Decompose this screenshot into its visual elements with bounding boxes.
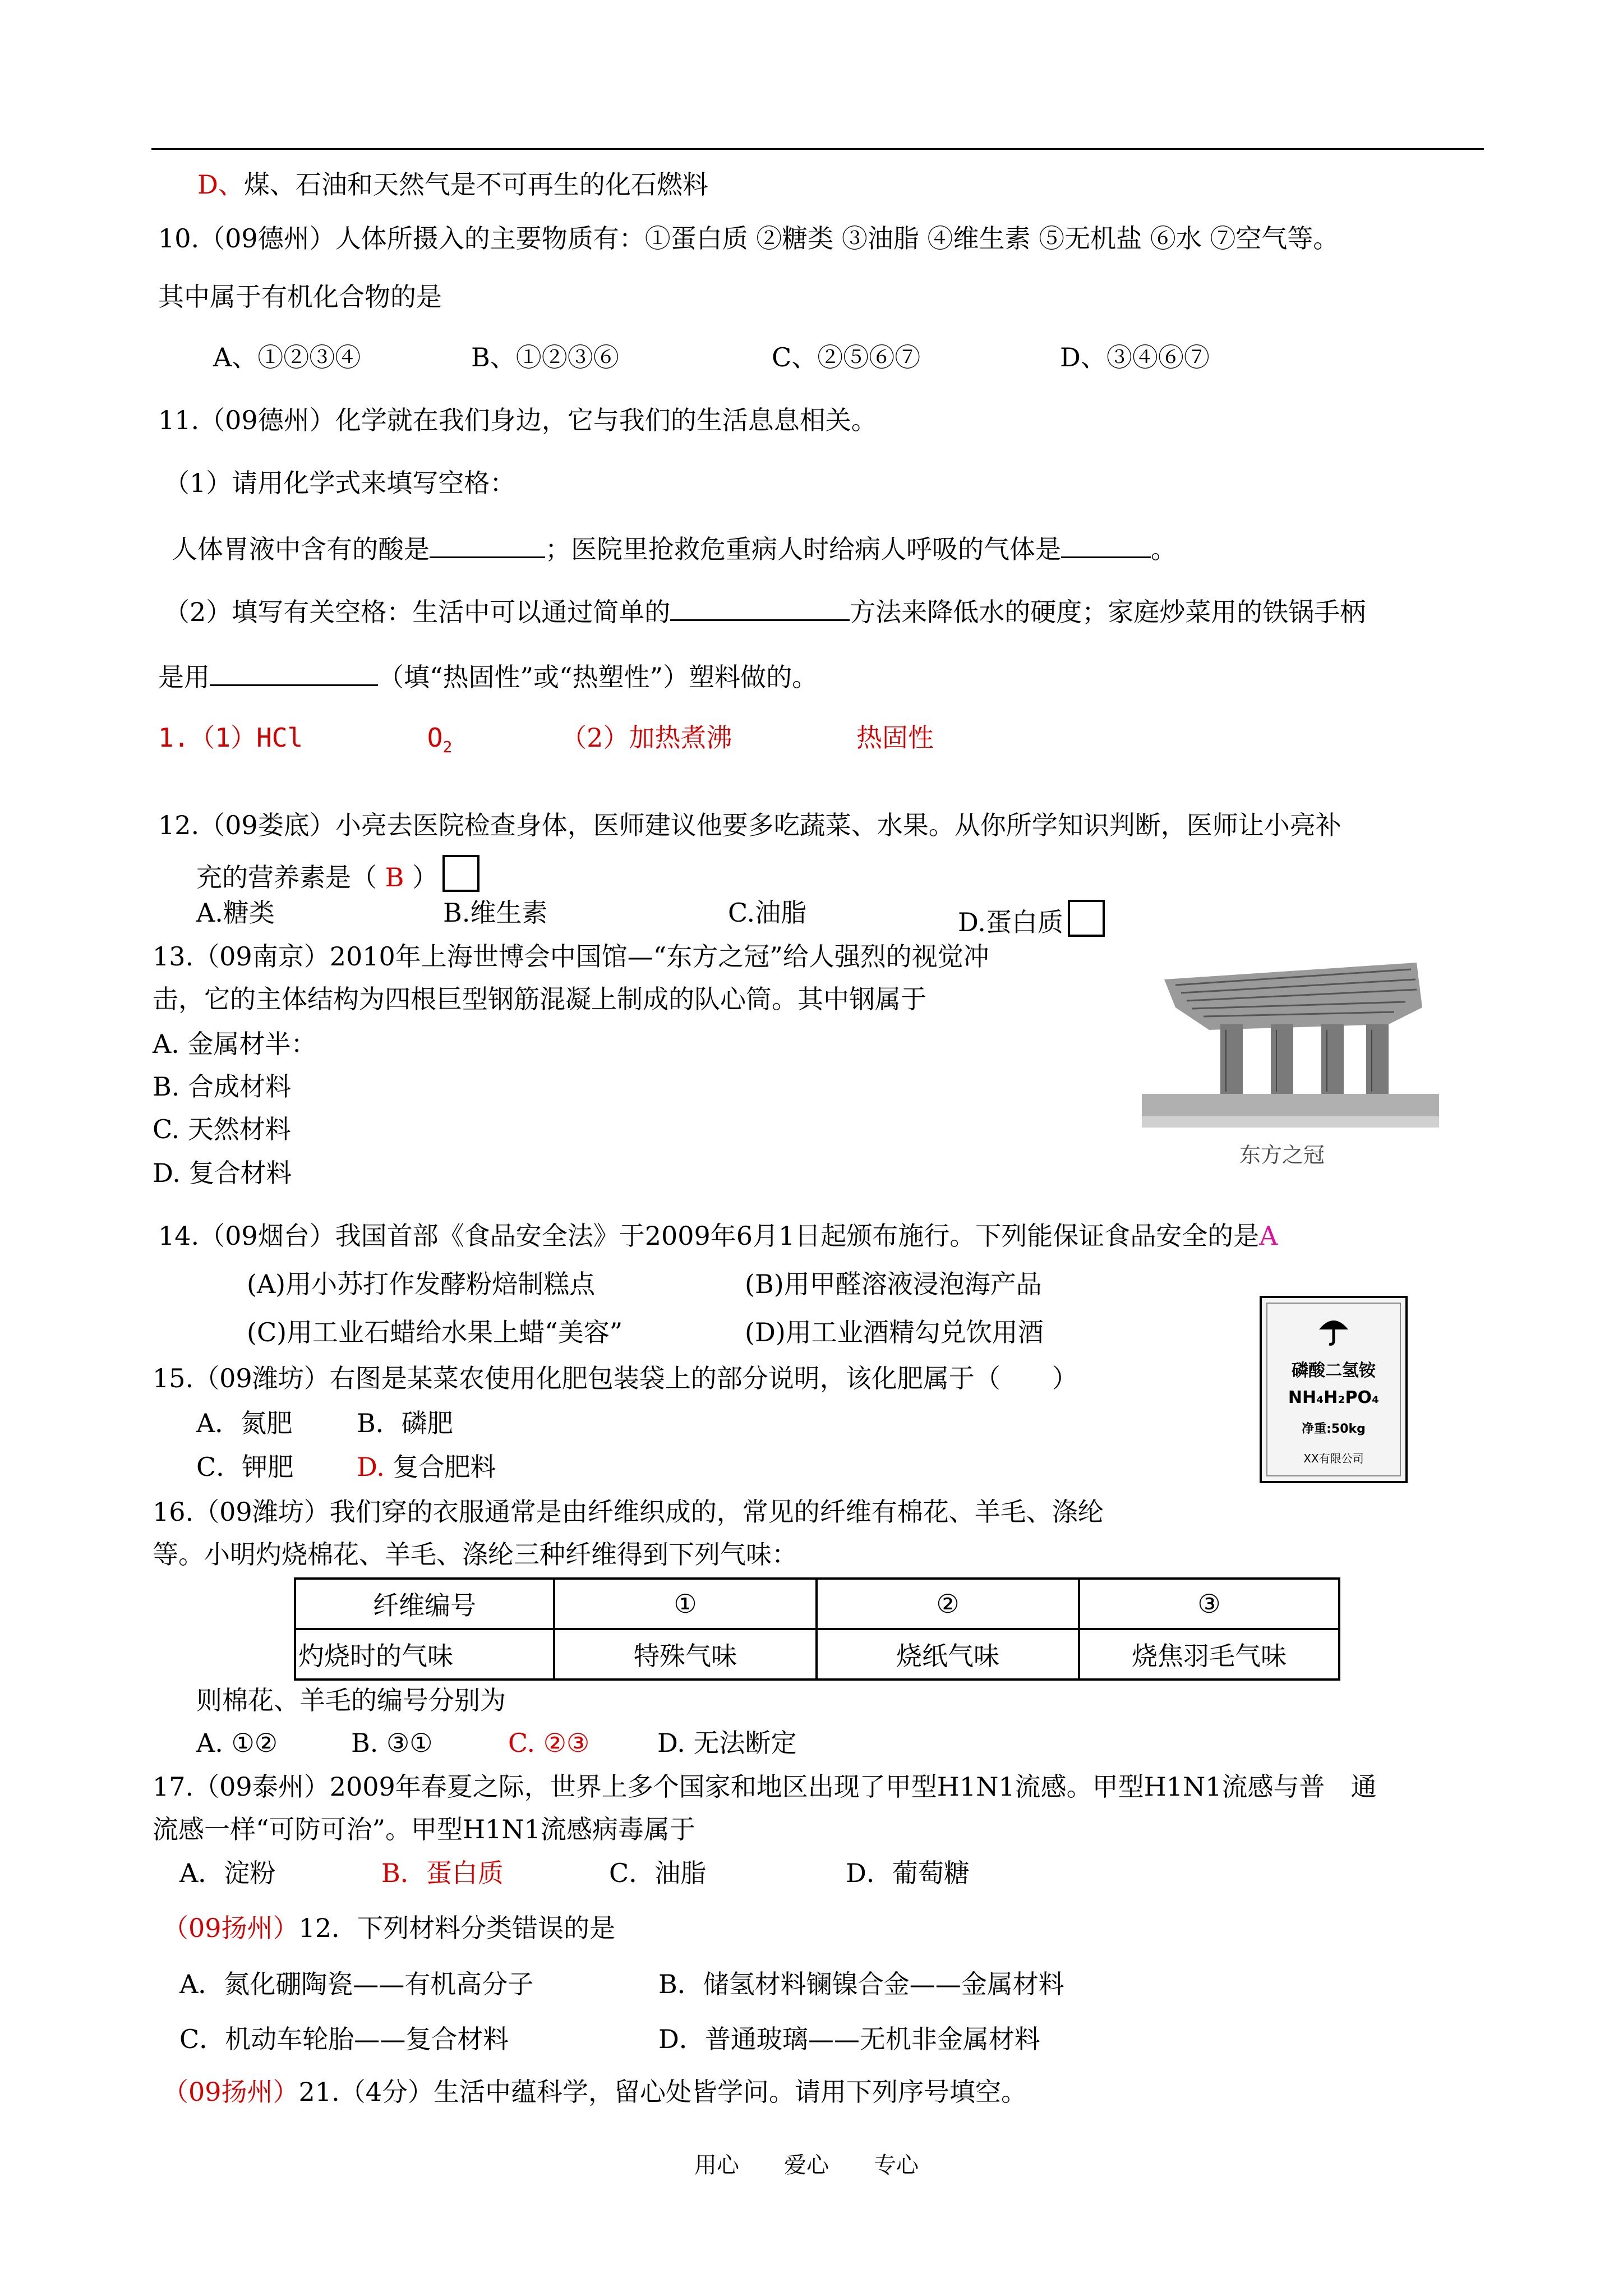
q14-option-b: (B)用甲醛溶液浸泡海产品 — [745, 1269, 1042, 1299]
q12-option-d: D.蛋白质 — [958, 900, 1105, 937]
q10-option-b: B、①②③⑥ — [471, 342, 619, 372]
q15-option-c: C．钾肥 — [196, 1452, 294, 1482]
q10-stem-line2: 其中属于有机化合物的是 — [158, 282, 442, 312]
q11-part2: （2）填写有关空格：生活中可以通过简单的 方法来降低水的硬度；家庭炒菜用的铁锅手柄 — [164, 597, 1366, 627]
table-cell: 灼烧时的气味 — [295, 1629, 554, 1680]
q12-stem-line2: 充的营养素是（ B ） — [196, 855, 479, 892]
q15-option-a: A．氮肥 — [196, 1408, 293, 1438]
q14-option-d: (D)用工业酒精勾兑饮用酒 — [745, 1317, 1044, 1347]
q13-stem-line1: 13.（09南京）2010年上海世博会中国馆—“东方之冠”给人强烈的视觉冲 — [153, 941, 989, 972]
china-pavilion-image — [1142, 957, 1439, 1131]
q12-option-c: C.油脂 — [728, 898, 807, 928]
label-weight: 净重:50kg — [1302, 1422, 1366, 1436]
yz12-option-c: C．机动车轮胎——复合材料 — [179, 2024, 509, 2054]
q14-answer: A — [1259, 1221, 1278, 1251]
checkbox[interactable] — [1068, 900, 1105, 937]
q12-option-a: A.糖类 — [196, 898, 275, 928]
q11-line-b: 是用 （填“热固性”或“热塑性”）塑料做的。 — [158, 662, 818, 692]
yz12-option-b: B．储氢材料镧镍合金——金属材料 — [658, 1969, 1064, 1999]
yz21-stem: （09扬州）21.（4分）生活中蕴科学，留心处皆学问。请用下列序号填空。 — [163, 2077, 1027, 2107]
page-footer: 用心 爱心 专心 — [694, 2152, 919, 2178]
q10-option-a: A、①②③④ — [213, 342, 361, 372]
yz12-option-d: D．普通玻璃——无机非金属材料 — [658, 2024, 1040, 2054]
q17-stem-line1: 17.（09泰州）2009年春夏之际，世界上多个国家和地区出现了甲型H1N1流感。甲型H1N1流感与普 通 — [153, 1772, 1377, 1802]
q12-option-b: B.维生素 — [443, 898, 548, 928]
q17-option-a: A．淀粉 — [179, 1858, 276, 1888]
q13-option-a: A. 金属材半： — [153, 1029, 317, 1059]
label-company: XX有限公司 — [1303, 1452, 1364, 1465]
q9-option-d: D、煤、石油和天然气是不可再生的化石燃料 — [197, 169, 708, 200]
q15-stem: 15.（09潍坊）右图是某菜农使用化肥包装袋上的部分说明，该化肥属于（ ） — [153, 1363, 1078, 1393]
table-cell: 烧焦羽毛气味 — [1079, 1629, 1339, 1680]
table-row — [295, 1629, 1339, 1680]
yz12-stem: （09扬州）12．下列材料分类错误的是 — [163, 1913, 616, 1943]
image-caption: 东方之冠 — [1239, 1143, 1325, 1167]
blank-plastic[interactable] — [210, 662, 378, 686]
q16-option-a: A. ①② — [196, 1728, 278, 1758]
label-formula: NH₄H₂PO₄ — [1288, 1388, 1380, 1407]
q16-option-c: C. ②③ — [508, 1728, 590, 1758]
q16-option-b: B. ③① — [351, 1728, 433, 1758]
q13-option-b: B. 合成材料 — [153, 1071, 292, 1102]
fertilizer-label-image — [1260, 1296, 1408, 1483]
q14-option-a: (A)用小苏打作发酵粉焙制糕点 — [247, 1269, 596, 1299]
q17-option-c: C．油脂 — [609, 1858, 707, 1888]
blank-acid[interactable] — [430, 534, 545, 558]
q10-option-d: D、③④⑥⑦ — [1060, 342, 1210, 372]
umbrella-icon — [1317, 1315, 1350, 1346]
blank-gas[interactable] — [1061, 534, 1151, 558]
q15-option-b: B．磷肥 — [357, 1408, 453, 1438]
q13-option-d: D. 复合材料 — [153, 1158, 292, 1188]
blank-method[interactable] — [670, 597, 850, 621]
label-name: 磷酸二氢铵 — [1292, 1361, 1376, 1381]
table-cell: ① — [554, 1579, 817, 1629]
header-rule — [151, 148, 1484, 150]
table-cell: ③ — [1079, 1579, 1339, 1629]
q11-line-a: 人体胃液中含有的酸是 ；医院里抢救危重病人时给病人呼吸的气体是 。 — [172, 534, 1177, 564]
q11-answer: 1.（1）HCl $O_2$ （2）加热煮沸 热固性 — [158, 723, 934, 756]
q11-stem: 11.（09德州）化学就在我们身边，它与我们的生活息息相关。 — [158, 405, 877, 435]
checkbox[interactable] — [442, 855, 479, 892]
table-row — [295, 1579, 1339, 1629]
q10-stem-line1: 10.（09德州）人体所摄入的主要物质有：①蛋白质 ②糖类 ③油脂 ④维生素 ⑤无机盐 ⑥水 ⑦空气等。 — [158, 223, 1339, 254]
fiber-table — [294, 1577, 1340, 1681]
q16-option-d: D. 无法断定 — [657, 1728, 797, 1758]
q12-answer: B — [385, 862, 404, 892]
q10-option-c: C、②⑤⑥⑦ — [772, 342, 921, 372]
q16-stem-line2: 等。小明灼烧棉花、羊毛、涤纶三种纤维得到下列气味： — [153, 1539, 797, 1570]
yz12-option-a: A．氮化硼陶瓷——有机高分子 — [179, 1969, 534, 1999]
q16-stem-line1: 16.（09潍坊）我们穿的衣服通常是由纤维织成的，常见的纤维有棉花、羊毛、涤纶 — [153, 1497, 1104, 1527]
q14-option-c: (C)用工业石蜡给水果上蜡“美容” — [247, 1317, 623, 1347]
q17-option-b: B．蛋白质 — [381, 1858, 504, 1888]
q11-part1: （1）请用化学式来填写空格： — [164, 468, 516, 498]
q14-stem: 14.（09烟台）我国首部《食品安全法》于2009年6月1日起颁布施行。下列能保证食品安全的是A — [158, 1221, 1278, 1251]
q16-stem-line3: 则棉花、羊毛的编号分别为 — [196, 1685, 506, 1715]
q13-stem-line2: 击，它的主体结构为四根巨型钢筋混凝上制成的队心筒。其中钢属于 — [153, 984, 926, 1014]
q17-stem-line2: 流感一样“可防可治”。甲型H1N1流感病毒属于 — [153, 1814, 695, 1844]
table-cell: 纤维编号 — [295, 1579, 554, 1629]
q12-stem-line1: 12.（09娄底）小亮去医院检查身体，医师建议他要多吃蔬菜、水果。从你所学知识判断，医师让小亮补 — [158, 810, 1341, 840]
table-cell: ② — [817, 1579, 1079, 1629]
table-cell: 特殊气味 — [554, 1629, 817, 1680]
q13-option-c: C. 天然材料 — [153, 1114, 291, 1144]
q15-option-d: D. 复合肥料 — [357, 1452, 496, 1482]
table-cell: 烧纸气味 — [817, 1629, 1079, 1680]
q17-option-d: D．葡萄糖 — [846, 1858, 970, 1888]
